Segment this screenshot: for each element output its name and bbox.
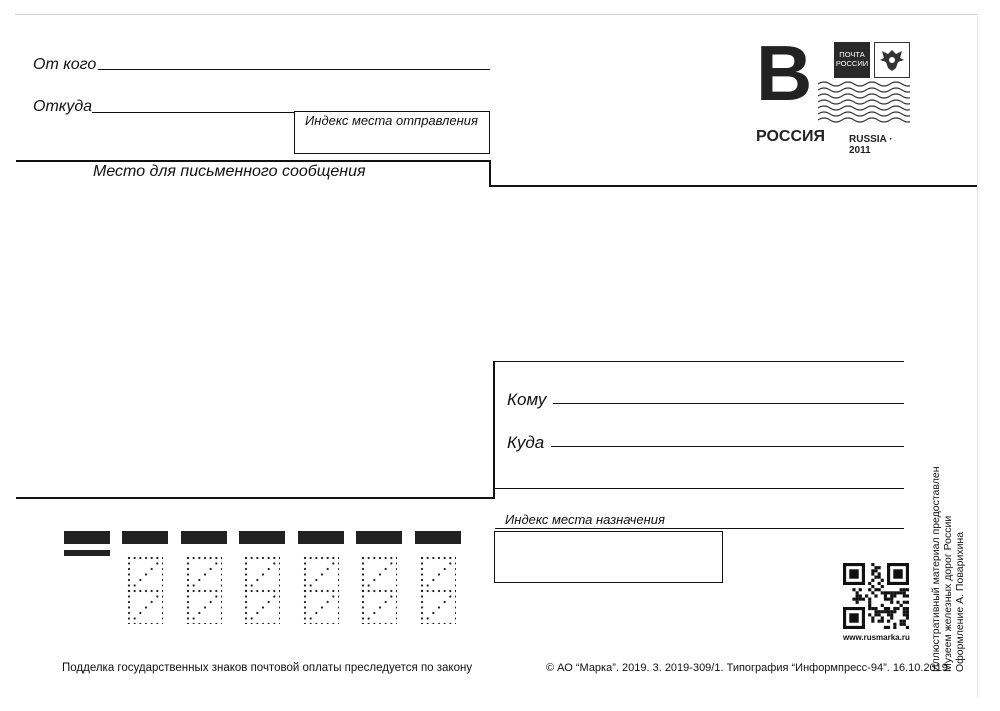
code-bar-4: [298, 531, 344, 544]
imprint-text: © АО “Марка”. 2019. 3. 2019-309/1. Типография “Информпресс-94”. 16.10.2019.: [546, 662, 951, 674]
code-bar-6: [415, 531, 461, 544]
address-extra-line[interactable]: [495, 488, 904, 489]
index-digit-template: [127, 556, 163, 624]
wave-pattern-icon: [818, 80, 910, 126]
code-marker-bar: [64, 531, 110, 544]
message-top-line-left: [16, 160, 491, 162]
index-digit-template: [361, 556, 397, 624]
index-digit-template: [420, 556, 456, 624]
message-area-label: Место для письменного сообщения: [93, 163, 366, 180]
recipient-left-border: [493, 361, 495, 499]
post-logo-line1: ПОЧТА: [839, 50, 865, 59]
forgery-warning: Подделка государственных знаков почтовой оплаты преследуется по закону: [62, 662, 473, 674]
code-bar-5: [356, 531, 402, 544]
post-logo-line2: РОССИИ: [835, 59, 869, 68]
stamp-letter: B: [756, 29, 813, 117]
credits-line1: Иллюстративный материал предоставлен: [930, 466, 942, 672]
qr-code-icon: [843, 563, 909, 629]
to-line[interactable]: [553, 403, 904, 404]
from-where-label: Откуда: [33, 98, 93, 115]
index-digit-template: [186, 556, 222, 624]
message-bottom-line: [16, 497, 495, 499]
double-headed-eagle-icon: [874, 42, 910, 78]
from-line[interactable]: [98, 69, 490, 70]
to-where-line[interactable]: [551, 446, 904, 447]
origin-index-box[interactable]: [294, 111, 490, 154]
russian-post-logo: [834, 42, 870, 78]
credits-line3: Оформление А. Поварихина: [954, 531, 966, 672]
to-where-label: Куда: [507, 433, 545, 452]
index-digit-template: [303, 556, 339, 624]
from-label: От кого: [33, 56, 97, 73]
code-bar-1: [122, 531, 168, 544]
to-label: Кому: [507, 390, 547, 409]
message-top-line-right: [489, 185, 977, 187]
code-marker-bar-small: [64, 550, 110, 556]
credits-line2: Музеем железных дорог России: [942, 515, 954, 672]
destination-index-label: Индекс места назначения: [505, 512, 665, 527]
code-bar-3: [239, 531, 285, 544]
stamp-country: РОССИЯ: [756, 128, 826, 145]
message-step: [489, 160, 491, 187]
code-bar-2: [181, 531, 227, 544]
origin-index-label: Индекс места отправления: [305, 113, 478, 128]
destination-index-box[interactable]: [494, 531, 723, 583]
qr-url: www.rusmarka.ru: [843, 633, 910, 642]
stamp-year: RUSSIA · 2011: [849, 134, 893, 156]
postage-stamp: [756, 29, 916, 156]
from-where-line[interactable]: [92, 112, 294, 113]
recipient-top-line: [495, 361, 904, 362]
index-digit-template: [244, 556, 280, 624]
destination-index-line: [495, 528, 904, 529]
